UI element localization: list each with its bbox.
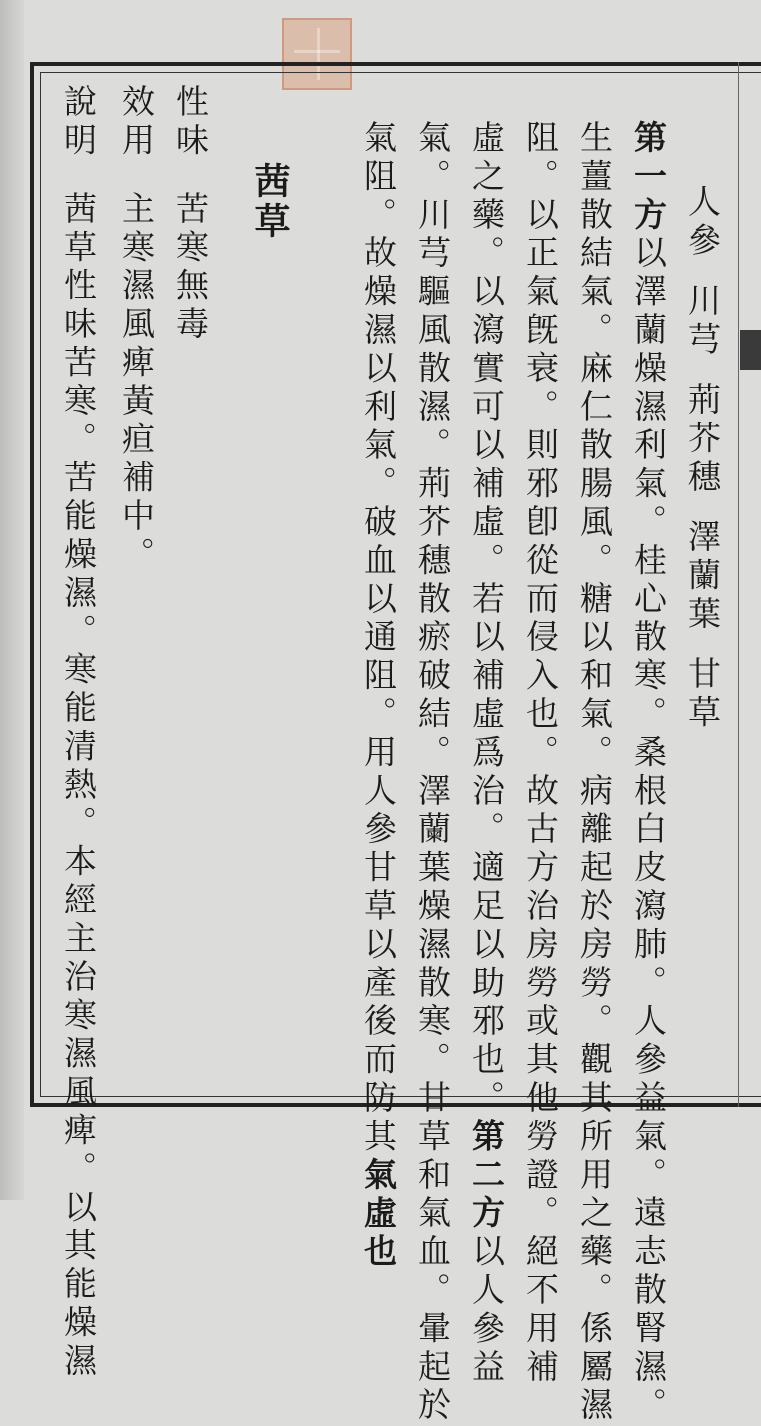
ingredient-list [683, 184, 722, 733]
property-label: 說明 [59, 84, 98, 161]
commentary-column-1 [629, 120, 668, 1426]
commentary-text: 生薑散結氣。麻仁散腸風。糖以和氣。病離起於房勞。觀其所用之藥。係屬濕 [575, 120, 614, 1426]
commentary-text: 阻。以正氣旣衰。則邪卽從而侵入也。故古方治房勞或其他勞證。絕不用補 [521, 120, 560, 1388]
fold-tab-mark [740, 330, 761, 370]
herb-title: 茜草 [249, 162, 291, 242]
commentary-text: 以澤蘭燥濕利氣。桂心散寒。桑根白皮瀉肺。人參益氣。遠志散腎濕。 [629, 235, 668, 1426]
property-value: 苦寒無毒 [171, 190, 210, 345]
ingredient-item: 荊芥穗 [683, 381, 722, 497]
commentary-emphasis: 氣虛也 [359, 1156, 398, 1273]
ingredient-item: 甘草 [683, 656, 722, 733]
commentary-column-4 [467, 120, 506, 1388]
ingredient-item: 川芎 [683, 282, 722, 360]
commentary-column-2 [575, 120, 614, 1426]
page-edge [0, 0, 24, 1200]
center-fold-rule [738, 62, 739, 1107]
commentary-text: 虛之藥。以瀉實可以補虛。若以補虛爲治。適足以助邪也。 [467, 120, 506, 1119]
commentary-column-3 [521, 120, 560, 1388]
herb-property-shuoming [59, 84, 98, 1382]
property-label: 性味 [171, 84, 210, 161]
ingredient-item: 人參 [683, 184, 722, 261]
property-value: 茜草性味苦寒。苦能燥濕。寒能清熱。本經主治寒濕風痺。以其能燥濕 [59, 190, 98, 1382]
formula-heading-2: 第二方 [467, 1118, 506, 1234]
ingredient-item: 澤蘭葉 [683, 518, 722, 635]
commentary-column-5 [413, 120, 452, 1426]
commentary-text: 氣阻。故燥濕以利氣。破血以通阻。用人參甘草以產後而防其 [359, 120, 398, 1157]
property-label: 效用 [117, 84, 156, 161]
commentary-text: 以人參益 [467, 1233, 506, 1388]
formula-heading-1: 第一方 [629, 120, 668, 236]
property-value: 主寒濕風痺黃疸補中。 [117, 190, 156, 575]
commentary-column-6 [359, 120, 398, 1273]
herb-property-xingwei [171, 84, 210, 345]
commentary-text: 氣。川芎驅風散濕。荊芥穗散瘀破結。澤蘭葉燥濕散寒。甘草和氣血。暈起於 [413, 120, 452, 1426]
herb-property-xiaoyong [117, 84, 156, 575]
